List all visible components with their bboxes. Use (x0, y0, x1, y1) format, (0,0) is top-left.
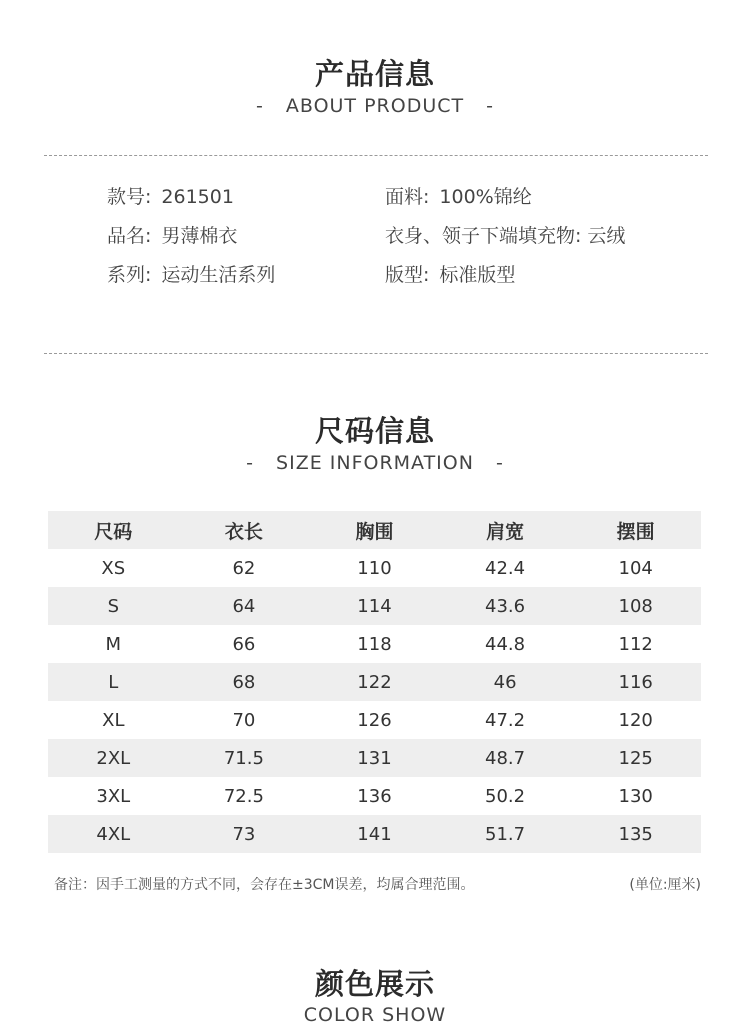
info-item-style-number (107, 182, 234, 209)
info-item-fit (385, 260, 515, 287)
cell: XL (102, 709, 125, 731)
cell: 135 (570, 815, 701, 853)
header-length: 衣长 (179, 511, 310, 549)
measurement-note: 备注：因手工测量的方式不同，会存在±3CM误差，均属合理范围。 (54, 877, 475, 893)
table-row (48, 815, 701, 853)
cell: 104 (618, 557, 653, 579)
cell: M (105, 633, 122, 655)
cell: 42.4 (485, 557, 526, 579)
product-section-title: 产品信息 (314, 57, 435, 91)
table-row (48, 777, 701, 815)
cell: 126 (357, 709, 392, 731)
info-key: 版型: (385, 264, 430, 286)
info-item-series (107, 260, 275, 287)
table-row (48, 739, 701, 777)
subtitle-dash-right: - (495, 452, 504, 474)
cell: 120 (618, 709, 653, 731)
cell: 43.6 (440, 587, 571, 625)
divider-bottom (44, 353, 708, 354)
info-key: 面料: (385, 186, 430, 208)
subtitle-dash-left: - (246, 452, 255, 474)
divider-top (44, 155, 708, 156)
cell: 44.8 (485, 633, 526, 655)
cell: 110 (357, 557, 392, 579)
cell: 47.2 (485, 709, 526, 731)
subtitle-dash-left: - (256, 95, 264, 117)
header-hem: 摆围 (570, 511, 701, 549)
cell: 73 (179, 815, 310, 853)
info-key: 系列: (107, 264, 152, 286)
size-subtitle-text: SIZE INFORMATION (276, 452, 474, 474)
color-section-subtitle: COLOR SHOW (303, 1004, 447, 1026)
cell: 62 (232, 557, 256, 579)
cell: L (48, 663, 179, 701)
cell: 72.5 (223, 785, 264, 807)
product-subtitle-text: ABOUT PRODUCT (285, 95, 465, 117)
info-key: 衣身、领子下端填充物: (385, 225, 582, 247)
cell: 70 (232, 709, 256, 731)
cell: 4XL (48, 815, 179, 853)
unit-note: (单位:厘米) (629, 877, 701, 893)
cell: S (48, 587, 179, 625)
table-row (48, 625, 701, 663)
cell: 2XL (48, 739, 179, 777)
cell: 116 (570, 663, 701, 701)
info-key: 款号: (107, 186, 152, 208)
cell: 136 (357, 785, 392, 807)
cell: 51.7 (440, 815, 571, 853)
cell: 112 (618, 633, 653, 655)
info-item-product-name (107, 221, 237, 248)
info-value: 男薄棉衣 (161, 225, 238, 247)
cell: 114 (309, 587, 440, 625)
info-item-filling (385, 221, 625, 248)
header-shoulder: 肩宽 (440, 511, 571, 549)
cell: 131 (309, 739, 440, 777)
cell: 68 (179, 663, 310, 701)
table-row (48, 701, 701, 739)
table-row (48, 587, 701, 625)
info-item-fabric (385, 182, 532, 209)
cell: 125 (570, 739, 701, 777)
cell: 130 (618, 785, 653, 807)
info-key: 品名: (107, 225, 152, 247)
cell: XS (101, 557, 126, 579)
subtitle-dash-right: - (486, 95, 494, 117)
header-chest: 胸围 (309, 511, 440, 549)
cell: 108 (570, 587, 701, 625)
size-table-header-row (48, 511, 701, 549)
info-value: 标准版型 (439, 264, 516, 286)
cell: 48.7 (440, 739, 571, 777)
table-row (48, 663, 701, 701)
cell: 64 (179, 587, 310, 625)
cell: 122 (309, 663, 440, 701)
info-value: 261501 (161, 186, 234, 208)
cell: 3XL (96, 785, 131, 807)
cell: 71.5 (179, 739, 310, 777)
color-section-title: 颜色展示 (314, 967, 435, 1001)
cell: 66 (232, 633, 256, 655)
size-table (48, 511, 701, 853)
cell: 50.2 (485, 785, 526, 807)
info-value: 运动生活系列 (161, 264, 276, 286)
info-value: 100%锦纶 (439, 186, 532, 208)
cell: 118 (357, 633, 392, 655)
size-section-subtitle (0, 452, 750, 474)
size-section-title: 尺码信息 (314, 414, 435, 448)
info-value: 云绒 (587, 225, 626, 247)
header-size: 尺码 (48, 511, 179, 549)
cell: 141 (309, 815, 440, 853)
table-row (48, 549, 701, 587)
product-section-subtitle (0, 95, 750, 117)
cell: 46 (440, 663, 571, 701)
